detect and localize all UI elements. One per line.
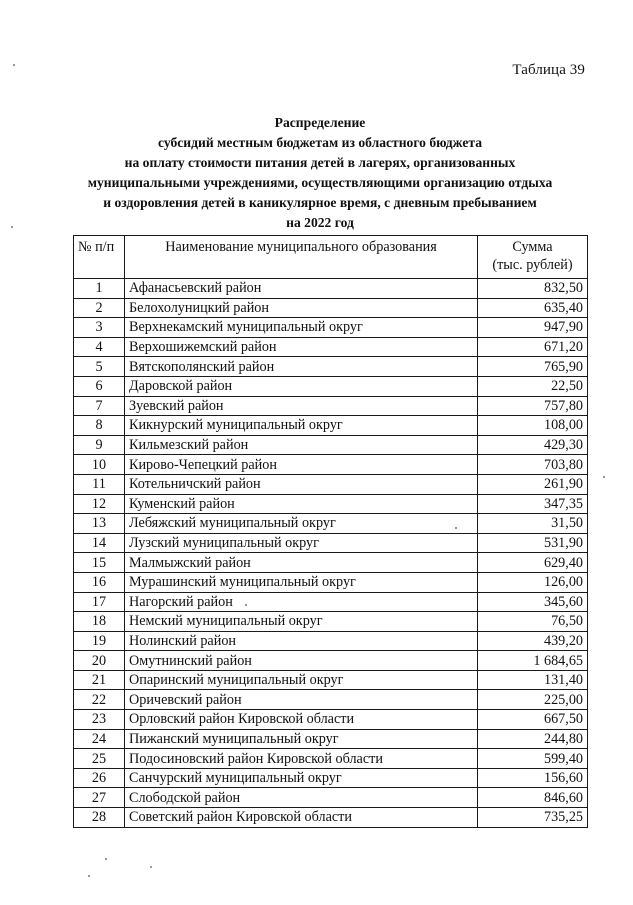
row-number: 5 [74, 357, 125, 377]
scan-speck [245, 604, 247, 606]
row-amount: 225,00 [478, 690, 588, 710]
row-municipality: Мурашинский муниципальный округ [125, 572, 478, 592]
table-row [74, 631, 588, 651]
table-row [74, 533, 588, 553]
row-number: 21 [74, 670, 125, 690]
row-municipality: Кирово-Чепецкий район [125, 455, 478, 475]
row-number: 4 [74, 337, 125, 357]
row-number: 20 [74, 651, 125, 671]
row-number: 18 [74, 612, 125, 632]
row-municipality: Опаринский муниципальный округ [125, 670, 478, 690]
row-number: 11 [74, 474, 125, 494]
row-municipality: Афанасьевский район [125, 279, 478, 299]
row-municipality: Зуевский район [125, 396, 478, 416]
row-amount: 244,80 [478, 729, 588, 749]
row-amount: 261,90 [478, 474, 588, 494]
table-row [74, 494, 588, 514]
table-row [74, 572, 588, 592]
table-row [74, 592, 588, 612]
table-row [74, 396, 588, 416]
row-number: 27 [74, 788, 125, 808]
row-amount: 671,20 [478, 337, 588, 357]
row-number: 12 [74, 494, 125, 514]
table-row [74, 710, 588, 730]
row-amount: 22,50 [478, 376, 588, 396]
scan-speck [13, 64, 15, 66]
scan-speck [455, 527, 457, 529]
row-amount: 757,80 [478, 396, 588, 416]
row-number: 6 [74, 376, 125, 396]
row-number: 16 [74, 572, 125, 592]
row-municipality: Омутнинский район [125, 651, 478, 671]
row-municipality: Белохолуницкий район [125, 298, 478, 318]
row-amount: 131,40 [478, 670, 588, 690]
scan-speck [88, 875, 90, 877]
scan-speck [150, 866, 152, 868]
row-number: 8 [74, 416, 125, 436]
row-municipality: Орловский район Кировской области [125, 710, 478, 730]
table-row [74, 376, 588, 396]
row-amount: 429,30 [478, 435, 588, 455]
row-amount: 347,35 [478, 494, 588, 514]
table-row [74, 416, 588, 436]
row-number: 19 [74, 631, 125, 651]
row-amount: 31,50 [478, 514, 588, 534]
row-number: 23 [74, 710, 125, 730]
row-municipality: Котельничский район [125, 474, 478, 494]
table-row [74, 474, 588, 494]
row-number: 10 [74, 455, 125, 475]
row-amount: 531,90 [478, 533, 588, 553]
row-amount: 703,80 [478, 455, 588, 475]
table-row [74, 690, 588, 710]
row-municipality: Советский район Кировской области [125, 808, 478, 828]
row-municipality: Малмыжский район [125, 553, 478, 573]
table-row [74, 455, 588, 475]
row-municipality: Даровской район [125, 376, 478, 396]
row-amount: 156,60 [478, 768, 588, 788]
heading-line: на оплату стоимости питания детей в лагерях, организованных [124, 155, 516, 170]
row-municipality: Подосиновский район Кировской области [125, 749, 478, 769]
row-amount: 108,00 [478, 416, 588, 436]
row-amount: 635,40 [478, 298, 588, 318]
header-municipality: Наименование муниципального образования [125, 236, 478, 279]
row-amount: 439,20 [478, 631, 588, 651]
heading-line: Распределение [274, 115, 366, 130]
row-amount: 599,40 [478, 749, 588, 769]
row-number: 14 [74, 533, 125, 553]
row-number: 28 [74, 808, 125, 828]
row-amount: 345,60 [478, 592, 588, 612]
table-row [74, 788, 588, 808]
header-amount-title: Сумма [512, 239, 553, 255]
table-row [74, 514, 588, 534]
row-number: 9 [74, 435, 125, 455]
scan-speck [105, 858, 107, 860]
row-amount: 1 684,65 [478, 651, 588, 671]
row-municipality: Пижанский муниципальный округ [125, 729, 478, 749]
row-amount: 846,60 [478, 788, 588, 808]
row-municipality: Санчурский муниципальный округ [125, 768, 478, 788]
table-row [74, 612, 588, 632]
table-row [74, 729, 588, 749]
row-number: 25 [74, 749, 125, 769]
row-amount: 735,25 [478, 808, 588, 828]
header-number: № п/п [74, 236, 125, 279]
table-row [74, 357, 588, 377]
document-heading [40, 113, 600, 233]
table-row [74, 670, 588, 690]
row-municipality: Нолинский район [125, 631, 478, 651]
row-municipality: Вятскополянский район [125, 357, 478, 377]
row-number: 7 [74, 396, 125, 416]
row-municipality: Лузский муниципальный округ [125, 533, 478, 553]
row-municipality: Слободской район [125, 788, 478, 808]
row-number: 15 [74, 553, 125, 573]
row-municipality: Верхнекамский муниципальный округ [125, 318, 478, 338]
row-number: 3 [74, 318, 125, 338]
table-row [74, 808, 588, 828]
row-amount: 126,00 [478, 572, 588, 592]
row-amount: 765,90 [478, 357, 588, 377]
row-municipality: Оричевский район [125, 690, 478, 710]
row-number: 2 [74, 298, 125, 318]
table-row [74, 553, 588, 573]
table-row [74, 768, 588, 788]
heading-line: на 2022 год [286, 215, 354, 230]
row-amount: 76,50 [478, 612, 588, 632]
table-row [74, 435, 588, 455]
row-amount: 667,50 [478, 710, 588, 730]
table-row [74, 318, 588, 338]
row-municipality: Нагорский район [125, 592, 478, 612]
row-municipality: Верхошижемский район [125, 337, 478, 357]
table-row [74, 298, 588, 318]
row-amount: 947,90 [478, 318, 588, 338]
table-row [74, 337, 588, 357]
row-number: 26 [74, 768, 125, 788]
row-number: 22 [74, 690, 125, 710]
row-number: 1 [74, 279, 125, 299]
row-municipality: Кильмезский район [125, 435, 478, 455]
row-amount: 832,50 [478, 279, 588, 299]
heading-line: муниципальными учреждениями, осуществляющими организацию отдыха [87, 175, 553, 190]
heading-line: и оздоровления детей в каникулярное время, с дневным пребыванием [103, 195, 537, 210]
row-number: 13 [74, 514, 125, 534]
subsidy-table [73, 235, 588, 828]
table-row [74, 279, 588, 299]
header-amount-unit: (тыс. рублей) [492, 257, 573, 273]
table-header-row [74, 236, 588, 279]
table-row [74, 651, 588, 671]
row-number: 24 [74, 729, 125, 749]
table-body [74, 279, 588, 828]
header-amount [478, 236, 588, 279]
row-municipality: Кикнурский муниципальный округ [125, 416, 478, 436]
table-number-label: Таблица 39 [512, 62, 585, 78]
row-amount: 629,40 [478, 553, 588, 573]
row-municipality: Куменский район [125, 494, 478, 514]
row-municipality: Немский муниципальный округ [125, 612, 478, 632]
scan-speck [11, 226, 13, 228]
table-row [74, 749, 588, 769]
row-municipality: Лебяжский муниципальный округ [125, 514, 478, 534]
scan-speck [603, 476, 605, 478]
row-number: 17 [74, 592, 125, 612]
heading-line: субсидий местным бюджетам из областного бюджета [157, 135, 483, 150]
